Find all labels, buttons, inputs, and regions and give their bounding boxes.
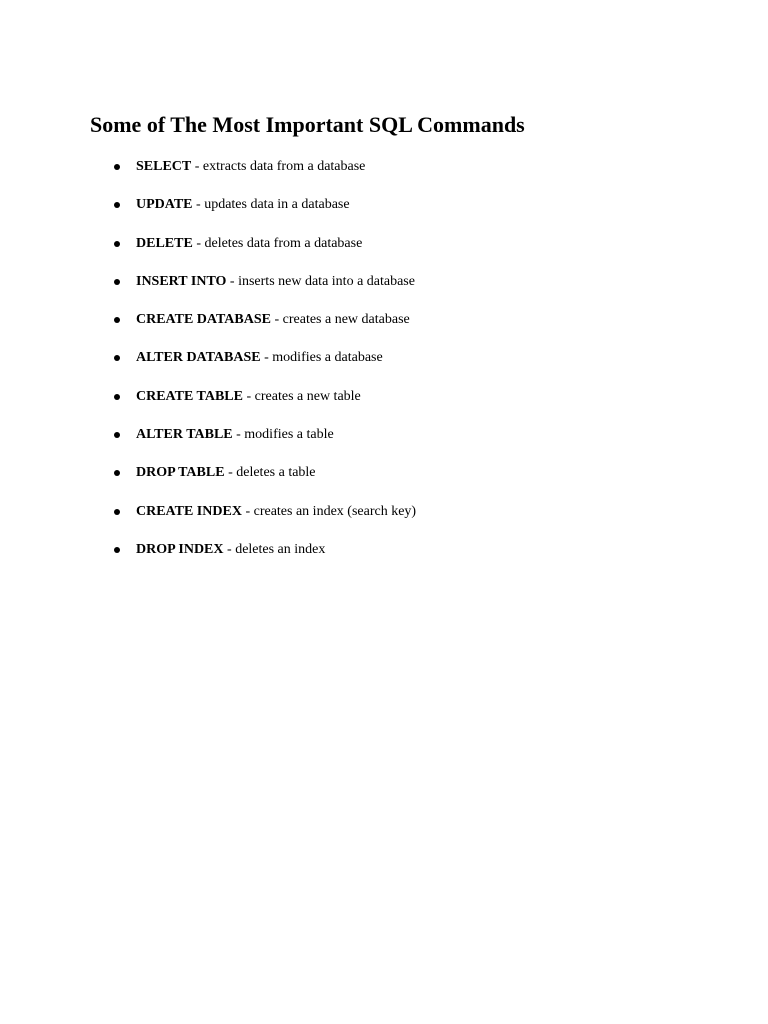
list-item [112,536,416,574]
command-separator: - [260,350,273,366]
list-item [112,191,416,229]
list-item [112,268,416,306]
command-description: creates a new table [254,388,361,404]
command-name: UPDATE [136,197,193,213]
list-item [112,421,416,459]
command-separator: - [242,388,255,404]
command-name: ALTER DATABASE [136,350,261,366]
command-description: modifies a database [272,350,383,366]
command-separator: - [226,273,239,289]
command-name: DROP TABLE [136,465,225,481]
sql-command-list [112,153,416,574]
bullet-icon [114,470,120,476]
command-separator: - [224,465,237,481]
command-separator: - [192,235,205,251]
list-item [112,306,416,344]
command-description: modifies a table [244,427,334,443]
bullet-icon [114,509,120,515]
command-separator: - [241,503,254,519]
bullet-icon [114,432,120,438]
page-title: Some of The Most Important SQL Commands [90,112,525,137]
command-description: extracts data from a database [202,159,366,174]
list-item [112,230,416,268]
command-separator: - [223,541,236,557]
command-name: DELETE [136,235,193,251]
command-separator: - [192,197,205,213]
bullet-icon [114,547,120,553]
bullet-icon [114,394,120,400]
bullet-icon [114,164,120,170]
command-name: SELECT [136,159,192,174]
command-description: deletes an index [235,541,326,557]
bullet-icon [114,317,120,323]
list-item [112,459,416,497]
bullet-icon [114,279,120,285]
command-description: deletes a table [236,465,316,481]
command-description: creates an index (search key) [253,503,417,519]
command-description: deletes data from a database [204,235,363,251]
bullet-icon [114,241,120,247]
command-name: DROP INDEX [136,541,224,557]
list-item [112,344,416,382]
command-separator: - [232,427,245,443]
command-separator: - [270,312,283,328]
bullet-icon [114,202,120,208]
command-name: CREATE TABLE [136,388,243,404]
command-description: inserts new data into a database [238,273,415,289]
command-name: INSERT INTO [136,273,227,289]
command-name: ALTER TABLE [136,427,233,443]
bullet-icon [114,355,120,361]
command-name: CREATE DATABASE [136,312,271,328]
list-item [112,383,416,421]
command-description: creates a new database [282,312,410,328]
list-item [112,498,416,536]
list-item [112,153,416,191]
command-separator: - [191,159,203,174]
command-name: CREATE INDEX [136,503,242,519]
command-description: updates data in a database [204,197,350,213]
